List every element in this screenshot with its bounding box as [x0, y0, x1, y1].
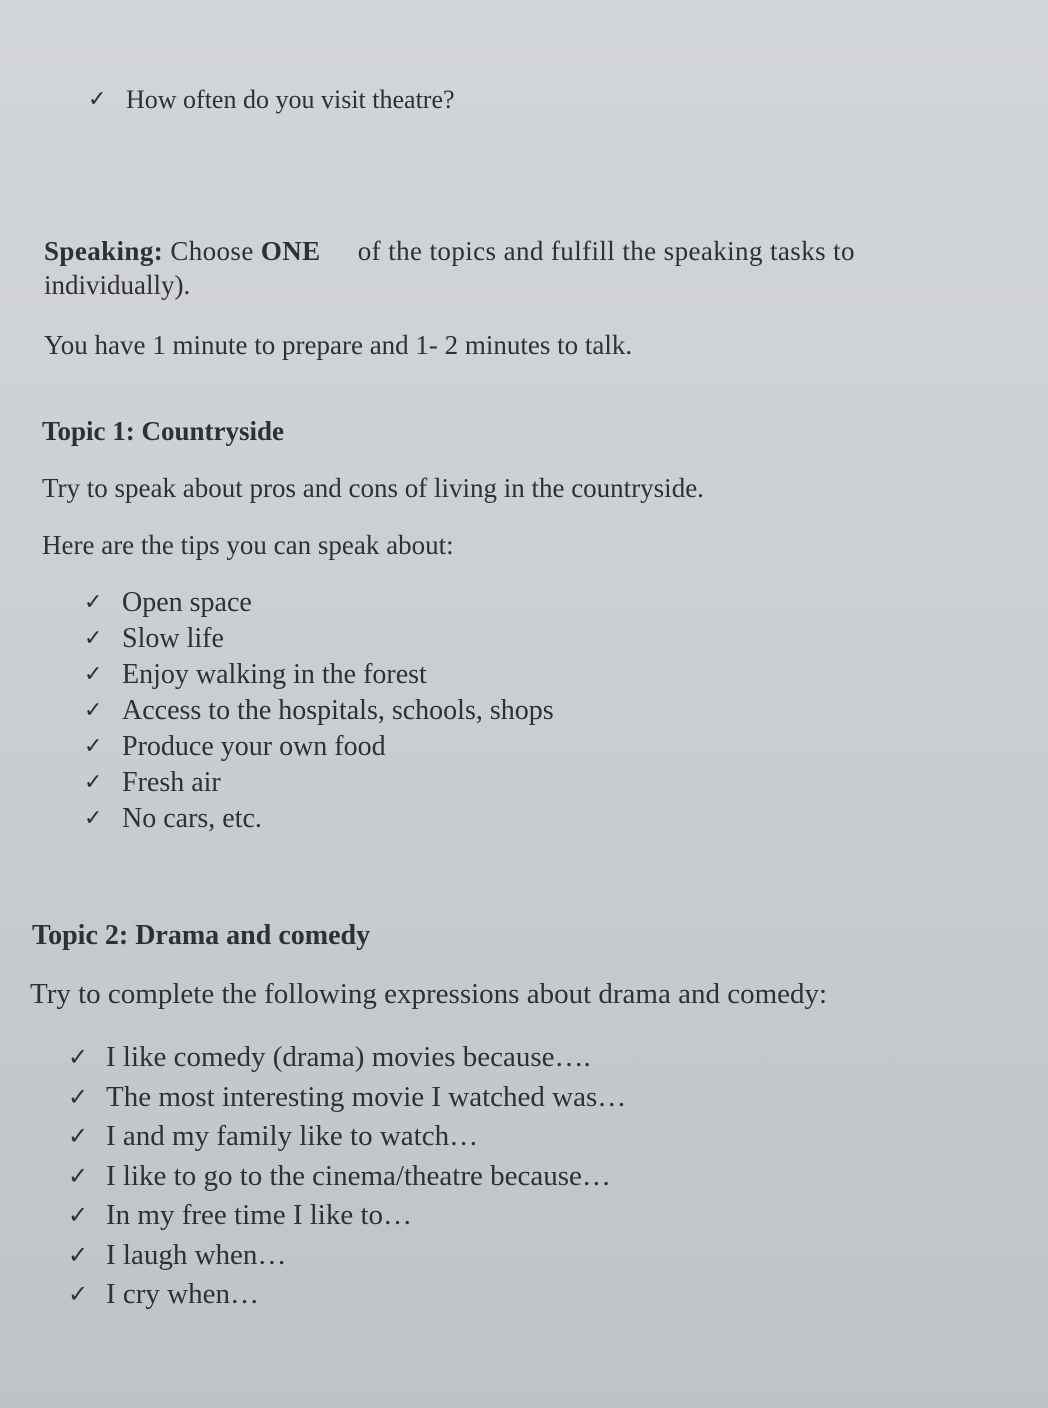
list-item — [84, 729, 554, 765]
speaking-label: Speaking: — [44, 236, 164, 266]
list-item — [68, 1117, 626, 1157]
speaking-text-before: Choose — [170, 236, 254, 266]
list-item-text: I like comedy (drama) movies because…. — [106, 1041, 591, 1073]
prep-note: You have 1 minute to prepare and 1- 2 minutes to talk. — [44, 330, 633, 360]
checkmark-icon: ✓ — [68, 1082, 89, 1111]
list-item-text: Access to the hospitals, schools, shops — [122, 695, 554, 726]
topic2-title: Topic 2: Drama and comedy — [32, 920, 371, 951]
topic1-tips-list — [84, 585, 554, 837]
list-item — [68, 1275, 626, 1315]
list-item-text: Produce your own food — [122, 731, 386, 762]
list-item — [68, 1236, 626, 1276]
topic2-expressions-list — [68, 1038, 626, 1315]
checkmark-icon: ✓ — [84, 590, 103, 615]
list-item-text: I and my family like to watch… — [106, 1120, 479, 1152]
speaking-instruction — [44, 236, 1044, 267]
list-item — [84, 765, 554, 801]
speaking-emphasis: ONE — [260, 236, 321, 266]
list-item-text: In my free time I like to… — [106, 1199, 413, 1231]
list-item-text: How often do you visit theatre? — [126, 85, 455, 114]
list-item-text: I like to go to the cinema/theatre because… — [106, 1159, 611, 1192]
list-item-text: The most interesting movie I watched was… — [106, 1080, 627, 1113]
topic1-intro: Try to speak about pros and cons of living in the countryside. — [42, 473, 704, 503]
list-item — [84, 693, 554, 729]
list-item-text: Open space — [122, 587, 252, 618]
checkmark-icon: ✓ — [68, 1280, 89, 1308]
checkmark-icon: ✓ — [68, 1122, 89, 1150]
list-item-text: Slow life — [122, 623, 224, 654]
checkmark-icon: ✓ — [84, 698, 103, 723]
list-item-text: I laugh when… — [106, 1238, 287, 1271]
list-item — [84, 801, 554, 837]
checkmark-icon: ✓ — [68, 1240, 89, 1269]
checkmark-icon: ✓ — [68, 1161, 89, 1190]
checkmark-icon: ✓ — [88, 87, 107, 112]
speaking-text-after: of the topics and fulfill the speaking tasks to — [357, 236, 855, 266]
checkmark-icon: ✓ — [68, 1201, 89, 1229]
checkmark-icon: ✓ — [68, 1043, 89, 1071]
speaking-continuation: individually). — [44, 270, 191, 300]
list-item-text: No cars, etc. — [122, 803, 262, 834]
list-item-text: I cry when… — [106, 1278, 260, 1310]
list-item — [88, 82, 455, 118]
list-item — [84, 585, 554, 621]
topic2-intro: Try to complete the following expressions about drama and comedy: — [30, 978, 828, 1010]
checkmark-icon: ✓ — [84, 626, 103, 651]
list-item — [68, 1078, 626, 1118]
list-item-text: Enjoy walking in the forest — [122, 659, 427, 690]
checkmark-icon: ✓ — [84, 806, 103, 831]
list-item — [68, 1038, 626, 1078]
list-item — [68, 1196, 626, 1236]
list-item — [84, 621, 554, 657]
list-item-text: Fresh air — [122, 767, 221, 798]
topic1-title: Topic 1: Countryside — [42, 416, 285, 446]
list-item — [84, 657, 554, 693]
list-item — [68, 1157, 626, 1197]
topic1-tips-intro: Here are the tips you can speak about: — [42, 530, 454, 560]
top-question-list — [88, 82, 455, 118]
checkmark-icon: ✓ — [84, 734, 103, 759]
checkmark-icon: ✓ — [84, 662, 103, 687]
checkmark-icon: ✓ — [84, 770, 103, 795]
